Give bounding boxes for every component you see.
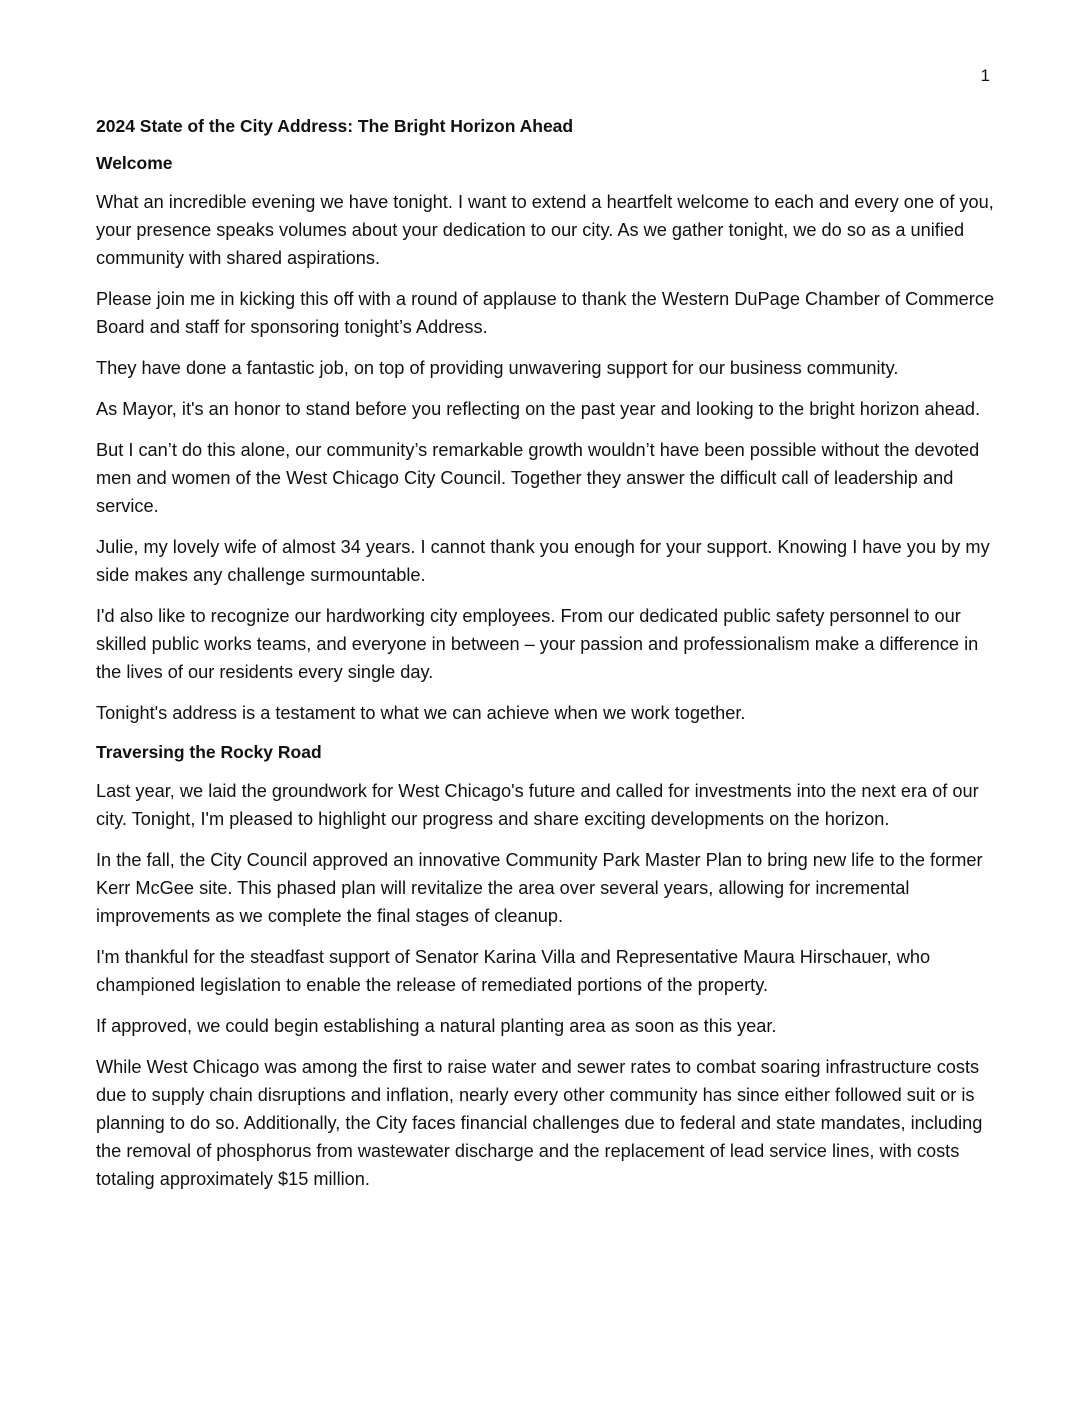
paragraph: Please join me in kicking this off with a round of applause to thank the Western DuPage Chamber of Commerce Board and staff for sponsoring tonight’s Address. [96,289,995,337]
document-title: 2024 State of the City Address: The Bright Horizon Ahead [96,116,574,136]
section-heading-traversing-the-rocky-road: Traversing the Rocky Road [96,742,322,762]
paragraph: Tonight's address is a testament to what we can achieve when we work together. [96,703,746,723]
paragraph: But I can’t do this alone, our community’s remarkable growth wouldn’t have been possible without the devoted men and women of the West Chicago City Council. Together they answer the difficult call of leadership and service. [96,440,980,516]
paragraph: Last year, we laid the groundwork for West Chicago's future and called for investments into the next era of our city. Tonight, I'm pleased to highlight our progress and share exciting developments on the horizon. [96,781,979,829]
paragraph: I'd also like to recognize our hardworking city employees. From our dedicated public safety personnel to our skilled public works teams, and everyone in between – your passion and professionalism make a difference in the lives of our residents every single day. [96,606,979,682]
paragraph: They have done a fantastic job, on top of providing unwavering support for our business community. [96,358,899,378]
paragraph: As Mayor, it's an honor to stand before you reflecting on the past year and looking to the bright horizon ahead. [96,399,981,419]
page-number: 1 [980,66,990,85]
paragraph: While West Chicago was among the first to raise water and sewer rates to combat soaring infrastructure costs due to supply chain disruptions and inflation, nearly every other community has since either followed suit or is planning to do so. Additionally, the City faces financial challenges due to federal and state mandates, including the removal of phosphorus from wastewater discharge and the replacement of lead service lines, with costs totaling approximately $15 million. [96,1057,983,1189]
section-heading-welcome: Welcome [96,153,173,173]
paragraph: In the fall, the City Council approved an innovative Community Park Master Plan to bring new life to the former Kerr McGee site. This phased plan will revitalize the area over several years, allowing for incremental improvements as we complete the final stages of cleanup. [96,850,983,926]
paragraph: I'm thankful for the steadfast support of Senator Karina Villa and Representative Maura Hirschauer, who championed legislation to enable the release of remediated portions of the property. [96,947,931,995]
document-body [96,114,996,1206]
paragraph: What an incredible evening we have tonight. I want to extend a heartfelt welcome to each and every one of you, your presence speaks volumes about your dedication to our city. As we gather tonight, we do so as a unified community with shared aspirations. [96,192,994,268]
paragraph: Julie, my lovely wife of almost 34 years. I cannot thank you enough for your support. Knowing I have you by my side makes any challenge surmountable. [96,537,990,585]
paragraph: If approved, we could begin establishing a natural planting area as soon as this year. [96,1016,777,1036]
